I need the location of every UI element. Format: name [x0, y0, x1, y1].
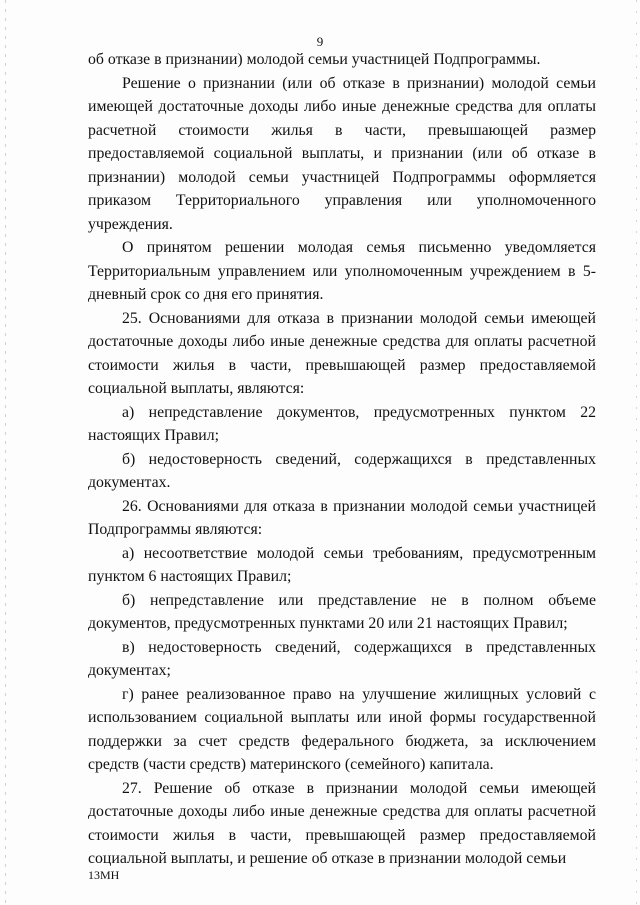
paragraph-item-27: 27. Решение об отказе в признании молодой семьи имеющей достаточные доходы либо иные денежные средства для оплаты расчетной стоимости жилья в части, превышающей размер предоставляемой социальной выплаты, и решение об отказе в признании молодой семьи	[88, 779, 596, 867]
paragraph-decision: Решение о признании (или об отказе в признании) молодой семьи имеющей достаточные доходы либо иные денежные средства для оплаты расчетной стоимости жилья в части, превышающей размер предоставляемой социальной выплаты, и признании (или об отказе в признании) молодой семьи участницей Подпрограммы оформляется приказом Территориального управления или уполномоченного учреждения.	[88, 74, 596, 233]
scan-edge-right	[636, 0, 637, 905]
paragraph-item-26-v: в) недостоверность сведений, содержащихся в представленных документах;	[88, 638, 596, 679]
paragraph-item-26-a: а) несоответствие молодой семьи требованиям, предусмотренным пунктом 6 настоящих Правил;	[88, 544, 596, 585]
paragraph-item-25-a: а) непредставление документов, предусмотренных пунктом 22 настоящих Правил;	[88, 403, 596, 444]
paragraph-item-26-b: б) непредставление или представление не в полном объеме документов, предусмотренных пунктами 20 или 21 настоящих Правил;	[88, 591, 596, 632]
paragraph-continuation: об отказе в признании) молодой семьи участницей Подпрограммы.	[88, 51, 541, 68]
scan-edge-left	[5, 0, 6, 905]
paragraph-notification: О принятом решении молодая семья письменно уведомляется Территориальным управлением или уполномоченным учреждением в 5-дневный срок со дня его принятия.	[88, 239, 596, 303]
paragraph-item-26-g: г) ранее реализованное право на улучшение жилищных условий с использованием социальной выплаты или иной формы государственной поддержки за счет средств федерального бюджета, за исключением средств (части средств) материнского (семейного) капитала.	[88, 685, 596, 773]
page-number: 9	[316, 34, 324, 49]
document-body	[88, 48, 596, 871]
paragraph-item-26: 26. Основаниями для отказа в признании молодой семьи участницей Подпрограммы являются:	[88, 497, 596, 538]
paragraph-item-25: 25. Основаниями для отказа в признании молодой семьи имеющей достаточные доходы либо иные денежные средства для оплаты расчетной стоимости жилья в части, превышающей размер предоставляемой социальной выплаты, являются:	[88, 309, 596, 397]
footer-code: 13МН	[88, 868, 120, 882]
paragraph-item-25-b: б) недостоверность сведений, содержащихся в представленных документах.	[88, 450, 596, 491]
